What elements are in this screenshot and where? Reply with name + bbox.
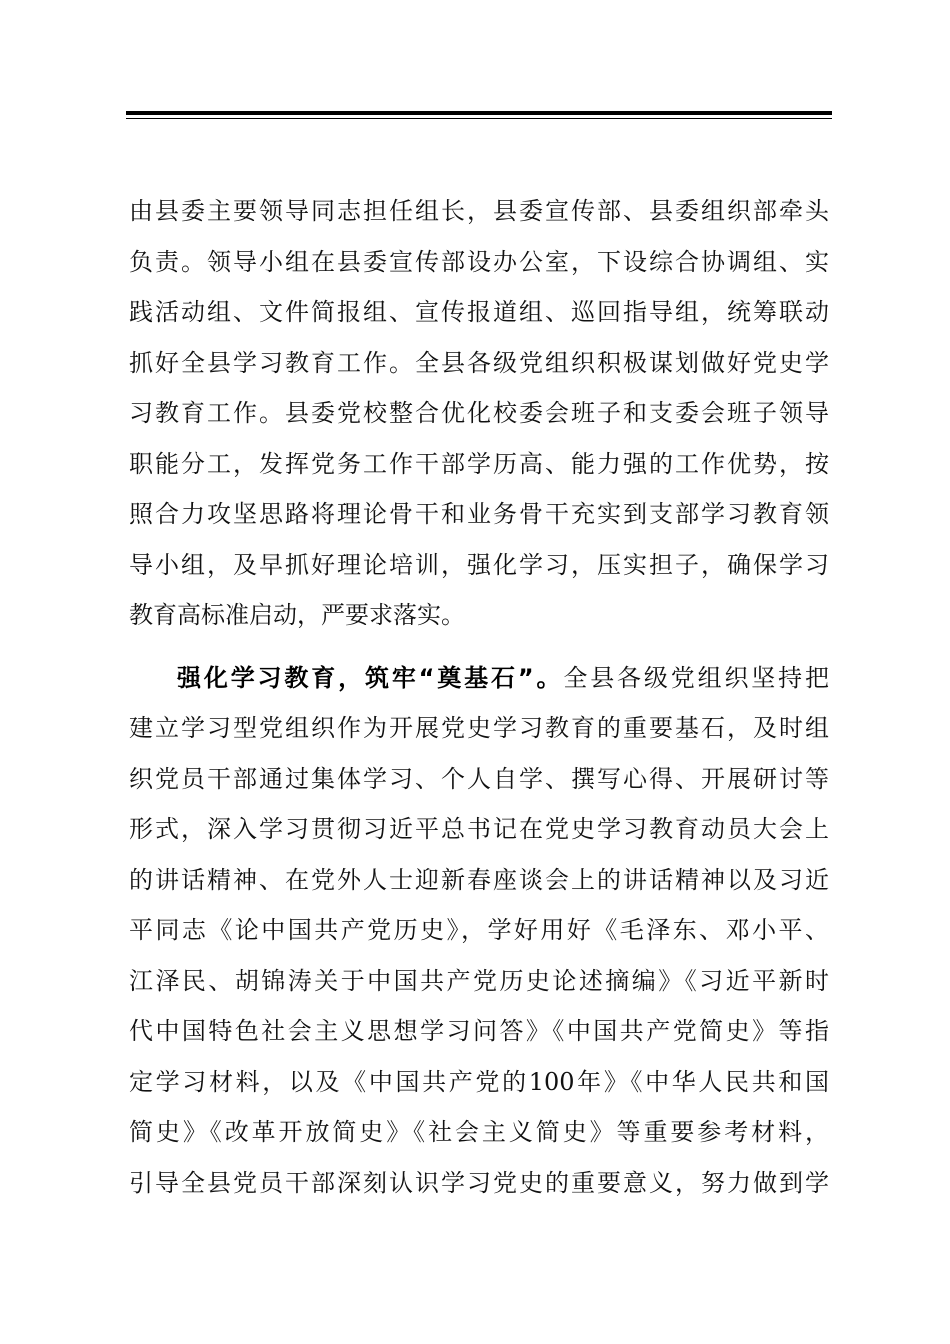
paragraph-line: 的讲话精神、在党外人士迎新春座谈会上的讲话精神以及习近 xyxy=(129,865,829,894)
paragraph-line: 由县委主要领导同志担任组长，县委宣传部、县委组织部牵头 xyxy=(129,197,829,225)
paragraph-line: 负责。领导小组在县委宣传部设办公室，下设综合协调组、实 xyxy=(129,247,829,276)
paragraph-first-line xyxy=(129,653,829,704)
paragraph-line: 平同志《论中国共产党历史》，学好用好《毛泽东、邓小平、 xyxy=(129,916,829,944)
paragraph-line: 践活动组、文件简报组、宣传报道组、巡回指导组，统筹联动 xyxy=(129,298,829,326)
header-rule-thin xyxy=(126,118,832,119)
section-heading: 强化学习教育，筑牢“奠基石”。 xyxy=(177,663,564,692)
paragraph-line: 江泽民、胡锦涛关于中国共产党历史论述摘编》《习近平新时 xyxy=(129,966,829,995)
paragraph-line: 代中国特色社会主义思想学习问答》《中国共产党简史》等指 xyxy=(129,1017,829,1045)
header-double-rule xyxy=(126,111,832,120)
paragraph-line: 习教育工作。县委党校整合优化校委会班子和支委会班子领导 xyxy=(129,399,829,427)
paragraph-first-line-rest: 全县各级党组织坚持把 xyxy=(563,663,829,692)
paragraph-line: 抓好全县学习教育工作。全县各级党组织积极谋划做好党史学 xyxy=(129,348,829,377)
paragraph-line: 织党员干部通过集体学习、个人自学、撰写心得、开展研讨等 xyxy=(129,764,829,793)
paragraph-line: 引导全县党员干部深刻认识学习党史的重要意义，努力做到学 xyxy=(129,1168,829,1197)
paragraph-line: 职能分工，发挥党务工作干部学历高、能力强的工作优势，按 xyxy=(129,449,829,478)
paragraph-line: 形式，深入学习贯彻习近平总书记在党史学习教育动员大会上 xyxy=(129,815,829,843)
paragraph-line: 定学习材料，以及《中国共产党的100年》《中华人民共和国 xyxy=(129,1067,829,1096)
paragraph-line: 教育高标准启动，严要求落实。 xyxy=(129,601,465,629)
paragraph-line: 建立学习型党组织作为开展党史学习教育的重要基石，及时组 xyxy=(129,714,829,742)
paragraph-line: 简史》《改革开放简史》《社会主义简史》等重要参考材料， xyxy=(129,1118,829,1146)
header-rule-thick xyxy=(126,111,832,115)
paragraph-2 xyxy=(129,653,829,1209)
paragraph-line: 导小组，及早抓好理论培训，强化学习，压实担子，确保学习 xyxy=(129,550,829,579)
paragraph-line: 照合力攻坚思路将理论骨干和业务骨干充实到支部学习教育领 xyxy=(129,500,829,528)
body-text xyxy=(129,186,829,1208)
paragraph-1 xyxy=(129,186,829,641)
